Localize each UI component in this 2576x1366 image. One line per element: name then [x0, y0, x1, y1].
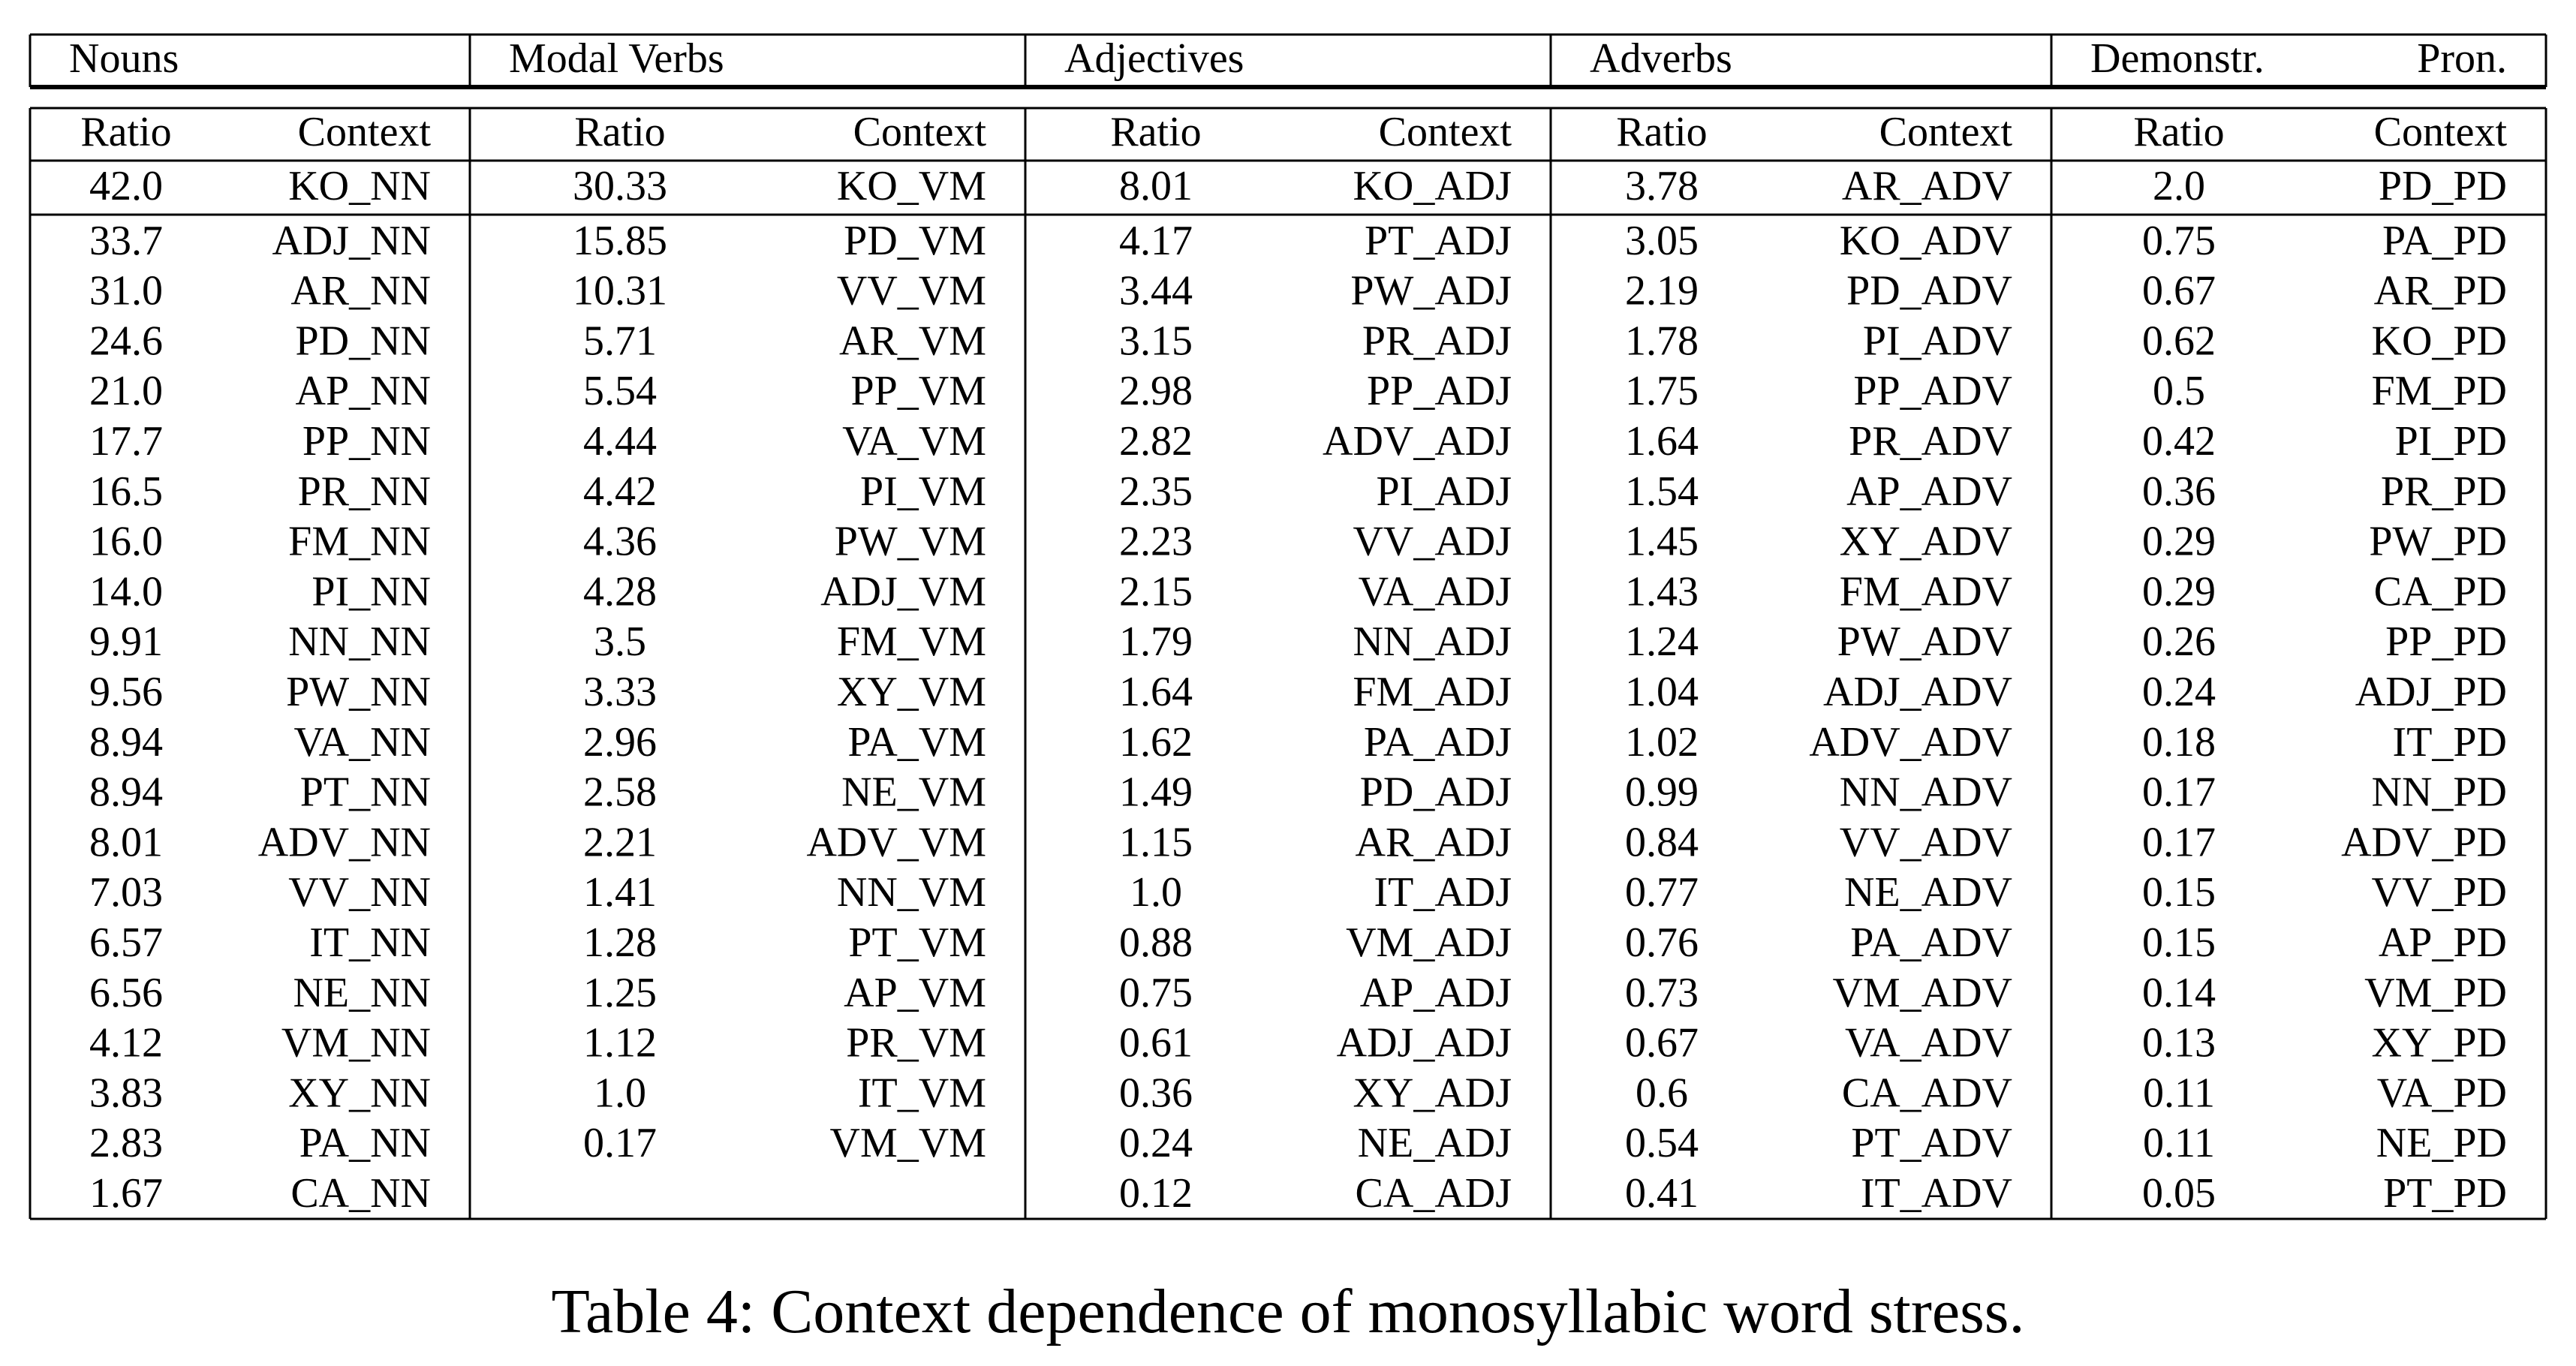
- ratio-cell: 0.84: [1625, 819, 1699, 866]
- context-cell: VV_NN: [288, 869, 431, 916]
- ratio-cell: 1.12: [583, 1019, 657, 1067]
- ratio-cell: 1.64: [1119, 669, 1193, 715]
- context-cell: NN_PD: [2371, 769, 2507, 816]
- ratio-cell: 4.28: [583, 568, 657, 615]
- context-cell: PT_PD: [2383, 1170, 2507, 1217]
- context-cell: CA_NN: [290, 1170, 431, 1217]
- ratio-cell: 1.04: [1625, 669, 1699, 715]
- context-cell: IT_ADJ: [1374, 869, 1512, 916]
- context-cell: NE_ADV: [1844, 869, 2012, 916]
- ratio-cell: 3.83: [89, 1070, 163, 1117]
- ratio-cell: 0.17: [2142, 769, 2216, 816]
- ratio-cell: 10.31: [573, 267, 667, 314]
- ratio-cell: 33.7: [89, 217, 163, 264]
- group-name: Modal Verbs: [509, 35, 724, 82]
- ratio-cell: 1.64: [1625, 418, 1699, 465]
- context-cell: XY_ADJ: [1353, 1070, 1512, 1117]
- context-cell: ADJ_PD: [2355, 669, 2507, 715]
- ratio-cell: 42.0: [89, 163, 163, 209]
- ratio-cell: 1.75: [1625, 368, 1699, 415]
- ratio-cell: 0.73: [1625, 969, 1699, 1016]
- ratio-cell: 8.94: [89, 718, 163, 766]
- ratio-cell: 0.05: [2142, 1170, 2216, 1217]
- context-cell: XY_VM: [836, 669, 986, 715]
- context-cell: FM_VM: [836, 618, 986, 666]
- ratio-cell: 0.24: [1119, 1120, 1193, 1167]
- context-cell: PA_ADV: [1850, 919, 2012, 966]
- ratio-cell: 1.45: [1625, 518, 1699, 565]
- context-cell: NN_ADJ: [1353, 618, 1512, 666]
- context-cell: PI_NN: [311, 568, 431, 615]
- ratio-cell: 0.5: [2153, 368, 2205, 415]
- context-cell: PW_ADV: [1837, 618, 2012, 666]
- ratio-cell: 0.11: [2143, 1120, 2215, 1167]
- ratio-cell: 8.01: [89, 819, 163, 866]
- context-cell: AP_VM: [844, 969, 986, 1016]
- context-cell: PP_PD: [2385, 618, 2507, 666]
- ratio-cell: 3.5: [594, 618, 646, 666]
- ratio-cell: 16.5: [89, 468, 163, 515]
- group-name: Nouns: [69, 35, 179, 82]
- context-cell: PP_ADJ: [1367, 368, 1512, 415]
- context-cell: ADJ_VM: [820, 568, 986, 615]
- context-cell: VA_ADV: [1845, 1019, 2012, 1067]
- context-cell: AP_ADV: [1846, 468, 2012, 515]
- context-cell: VA_ADJ: [1358, 568, 1512, 615]
- ratio-cell: 0.67: [1625, 1019, 1699, 1067]
- context-cell: ADV_NN: [257, 819, 431, 866]
- context-cell: PD_NN: [295, 317, 431, 365]
- ratio-cell: 2.15: [1119, 568, 1193, 615]
- ratio-cell: 0.54: [1625, 1120, 1699, 1167]
- context-cell: XY_NN: [288, 1070, 431, 1117]
- table-drawing: [30, 30, 2546, 1222]
- ratio-cell: 1.62: [1119, 718, 1193, 766]
- context-cell: IT_ADV: [1860, 1170, 2012, 1217]
- ratio-cell: 0.26: [2142, 618, 2216, 666]
- ratio-cell: 3.15: [1119, 317, 1193, 365]
- ratio-cell: 16.0: [89, 518, 163, 565]
- ratio-cell: 0.11: [2143, 1070, 2215, 1117]
- context-cell: VV_ADJ: [1353, 518, 1512, 565]
- context-cell: AR_ADJ: [1355, 819, 1512, 866]
- context-cell: PR_PD: [2380, 468, 2507, 515]
- ratio-column-header: Ratio: [80, 109, 172, 155]
- ratio-cell: 1.15: [1119, 819, 1193, 866]
- ratio-cell: 3.44: [1119, 267, 1193, 314]
- ratio-cell: 4.44: [583, 418, 657, 465]
- ratio-cell: 0.17: [2142, 819, 2216, 866]
- context-cell: VA_PD: [2376, 1070, 2507, 1117]
- context-cell: PD_PD: [2378, 163, 2507, 209]
- context-cell: AR_VM: [838, 317, 986, 365]
- ratio-cell: 0.75: [1119, 969, 1193, 1016]
- ratio-cell: 2.0: [2153, 163, 2205, 209]
- ratio-cell: 3.78: [1625, 163, 1699, 209]
- ratio-cell: 0.36: [1119, 1070, 1193, 1117]
- context-cell: AR_ADV: [1841, 163, 2012, 209]
- table-caption: Table 4: Context dependence of monosyllabic word stress.: [551, 1277, 2025, 1346]
- context-cell: ADV_ADJ: [1323, 418, 1512, 465]
- context-cell: NE_VM: [841, 769, 986, 816]
- context-cell: VV_PD: [2371, 869, 2507, 916]
- context-cell: ADJ_ADJ: [1336, 1019, 1512, 1067]
- context-cell: NN_ADV: [1839, 769, 2012, 816]
- context-cell: PA_PD: [2382, 217, 2507, 264]
- group-name: Demonstr.: [2090, 35, 2265, 82]
- context-cell: PP_NN: [302, 418, 431, 465]
- ratio-cell: 0.18: [2142, 718, 2216, 766]
- context-cell: KO_NN: [288, 163, 431, 209]
- context-cell: AR_PD: [2373, 267, 2507, 314]
- ratio-cell: 4.36: [583, 518, 657, 565]
- ratio-cell: 1.41: [583, 869, 657, 916]
- ratio-cell: 4.42: [583, 468, 657, 515]
- context-cell: VA_VM: [842, 418, 986, 465]
- ratio-cell: 1.67: [89, 1170, 163, 1217]
- group-name-suffix: Pron.: [2417, 35, 2507, 82]
- context-column-header: Context: [853, 109, 986, 155]
- context-cell: ADV_PD: [2341, 819, 2507, 866]
- ratio-cell: 1.02: [1625, 718, 1699, 766]
- ratio-column-header: Ratio: [2133, 109, 2225, 155]
- context-cell: FM_ADV: [1839, 568, 2012, 615]
- context-cell: ADV_ADV: [1809, 718, 2012, 766]
- context-cell: PD_ADJ: [1359, 769, 1512, 816]
- ratio-cell: 2.83: [89, 1120, 163, 1167]
- context-cell: AP_NN: [295, 368, 431, 415]
- context-cell: AP_ADJ: [1359, 969, 1512, 1016]
- context-cell: VM_PD: [2364, 969, 2507, 1016]
- ratio-cell: 14.0: [89, 568, 163, 615]
- ratio-cell: 1.54: [1625, 468, 1699, 515]
- ratio-cell: 0.12: [1119, 1170, 1193, 1217]
- context-cell: XY_ADV: [1839, 518, 2012, 565]
- context-cell: PR_ADJ: [1362, 317, 1512, 365]
- ratio-cell: 6.57: [89, 919, 163, 966]
- context-cell: AP_PD: [2378, 919, 2507, 966]
- ratio-cell: 0.67: [2142, 267, 2216, 314]
- context-cell: XY_PD: [2371, 1019, 2507, 1067]
- context-cell: NE_ADJ: [1357, 1120, 1512, 1167]
- stress-context-table: [30, 30, 2546, 1222]
- ratio-cell: 15.85: [573, 217, 667, 264]
- context-cell: PA_VM: [847, 718, 986, 766]
- context-cell: NE_PD: [2376, 1120, 2507, 1167]
- context-cell: IT_PD: [2392, 718, 2507, 766]
- ratio-cell: 17.7: [89, 418, 163, 465]
- ratio-cell: 0.77: [1625, 869, 1699, 916]
- ratio-cell: 1.28: [583, 919, 657, 966]
- ratio-cell: 3.33: [583, 669, 657, 715]
- ratio-cell: 2.19: [1625, 267, 1699, 314]
- context-cell: ADJ_ADV: [1823, 669, 2012, 715]
- context-cell: VM_ADJ: [1346, 919, 1512, 966]
- context-cell: PW_PD: [2369, 518, 2507, 565]
- ratio-cell: 8.94: [89, 769, 163, 816]
- context-cell: KO_ADV: [1839, 217, 2012, 264]
- context-cell: PT_ADV: [1851, 1120, 2012, 1167]
- context-cell: NE_NN: [293, 969, 431, 1016]
- ratio-cell: 0.42: [2142, 418, 2216, 465]
- ratio-cell: 30.33: [573, 163, 667, 209]
- context-column-header: Context: [1378, 109, 1512, 155]
- context-cell: VM_VM: [829, 1120, 986, 1167]
- context-cell: KO_ADJ: [1353, 163, 1512, 209]
- ratio-cell: 21.0: [89, 368, 163, 415]
- context-cell: CA_ADV: [1841, 1070, 2012, 1117]
- ratio-cell: 0.76: [1625, 919, 1699, 966]
- ratio-cell: 2.23: [1119, 518, 1193, 565]
- context-cell: VA_NN: [293, 718, 431, 766]
- ratio-cell: 2.96: [583, 718, 657, 766]
- context-cell: AR_NN: [290, 267, 431, 314]
- context-cell: NN_VM: [836, 869, 986, 916]
- ratio-cell: 2.82: [1119, 418, 1193, 465]
- ratio-cell: 1.25: [583, 969, 657, 1016]
- context-cell: IT_NN: [309, 919, 431, 966]
- context-cell: FM_NN: [288, 518, 431, 565]
- context-cell: CA_PD: [2373, 568, 2507, 615]
- group-name: Adjectives: [1064, 35, 1244, 82]
- context-cell: NN_NN: [288, 618, 431, 666]
- context-cell: PW_VM: [834, 518, 986, 565]
- context-cell: PT_ADJ: [1364, 217, 1512, 264]
- ratio-cell: 2.21: [583, 819, 657, 866]
- context-cell: PR_VM: [846, 1019, 986, 1067]
- context-cell: PD_VM: [844, 217, 986, 264]
- context-cell: PP_VM: [850, 368, 986, 415]
- context-cell: PD_ADV: [1846, 267, 2012, 314]
- context-cell: PA_NN: [299, 1120, 431, 1167]
- context-cell: VV_VM: [836, 267, 986, 314]
- context-cell: PI_VM: [859, 468, 986, 515]
- context-cell: PW_ADJ: [1350, 267, 1512, 314]
- context-cell: PR_NN: [297, 468, 431, 515]
- ratio-cell: 5.71: [583, 317, 657, 365]
- ratio-cell: 4.12: [89, 1019, 163, 1067]
- ratio-cell: 1.79: [1119, 618, 1193, 666]
- ratio-cell: 6.56: [89, 969, 163, 1016]
- ratio-column-header: Ratio: [1616, 109, 1708, 155]
- context-cell: IT_VM: [857, 1070, 986, 1117]
- context-cell: VM_ADV: [1832, 969, 2012, 1016]
- ratio-cell: 7.03: [89, 869, 163, 916]
- ratio-cell: 31.0: [89, 267, 163, 314]
- ratio-cell: 2.58: [583, 769, 657, 816]
- ratio-cell: 9.91: [89, 618, 163, 666]
- ratio-cell: 0.15: [2142, 919, 2216, 966]
- ratio-cell: 0.88: [1119, 919, 1193, 966]
- group-name: Adverbs: [1590, 35, 1732, 82]
- ratio-cell: 1.24: [1625, 618, 1699, 666]
- context-cell: PR_ADV: [1849, 418, 2012, 465]
- ratio-cell: 9.56: [89, 669, 163, 715]
- ratio-cell: 24.6: [89, 317, 163, 365]
- context-cell: VM_NN: [281, 1019, 431, 1067]
- context-cell: KO_PD: [2371, 317, 2507, 365]
- ratio-cell: 1.78: [1625, 317, 1699, 365]
- context-cell: PA_ADJ: [1363, 718, 1512, 766]
- ratio-cell: 8.01: [1119, 163, 1193, 209]
- ratio-cell: 2.35: [1119, 468, 1193, 515]
- context-cell: ADV_VM: [806, 819, 986, 866]
- context-cell: CA_ADJ: [1355, 1170, 1512, 1217]
- ratio-cell: 0.61: [1119, 1019, 1193, 1067]
- ratio-cell: 1.49: [1119, 769, 1193, 816]
- ratio-cell: 2.98: [1119, 368, 1193, 415]
- ratio-cell: 0.62: [2142, 317, 2216, 365]
- ratio-cell: 3.05: [1625, 217, 1699, 264]
- context-column-header: Context: [1879, 109, 2012, 155]
- ratio-column-header: Ratio: [1110, 109, 1202, 155]
- context-cell: PI_PD: [2394, 418, 2507, 465]
- ratio-cell: 0.29: [2142, 568, 2216, 615]
- ratio-cell: 0.15: [2142, 869, 2216, 916]
- context-cell: FM_PD: [2371, 368, 2507, 415]
- ratio-cell: 0.99: [1625, 769, 1699, 816]
- context-cell: PT_VM: [848, 919, 986, 966]
- context-cell: PW_NN: [286, 669, 431, 715]
- context-column-header: Context: [297, 109, 431, 155]
- ratio-cell: 1.0: [594, 1070, 646, 1117]
- ratio-cell: 4.17: [1119, 217, 1193, 264]
- ratio-cell: 0.13: [2142, 1019, 2216, 1067]
- context-cell: ADJ_NN: [272, 217, 431, 264]
- ratio-cell: 0.41: [1625, 1170, 1699, 1217]
- context-cell: VV_ADV: [1839, 819, 2012, 866]
- ratio-cell: 0.36: [2142, 468, 2216, 515]
- context-cell: PI_ADJ: [1376, 468, 1512, 515]
- ratio-cell: 0.14: [2142, 969, 2216, 1016]
- context-column-header: Context: [2373, 109, 2507, 155]
- ratio-cell: 0.6: [1636, 1070, 1688, 1117]
- context-cell: PT_NN: [299, 769, 431, 816]
- context-cell: FM_ADJ: [1353, 669, 1512, 715]
- context-cell: PP_ADV: [1853, 368, 2012, 415]
- ratio-cell: 0.17: [583, 1120, 657, 1167]
- ratio-cell: 0.75: [2142, 217, 2216, 264]
- ratio-cell: 0.29: [2142, 518, 2216, 565]
- ratio-cell: 5.54: [583, 368, 657, 415]
- context-cell: KO_VM: [836, 163, 986, 209]
- ratio-column-header: Ratio: [574, 109, 666, 155]
- ratio-cell: 1.0: [1130, 869, 1182, 916]
- ratio-cell: 1.43: [1625, 568, 1699, 615]
- context-cell: PI_ADV: [1862, 317, 2012, 365]
- ratio-cell: 0.24: [2142, 669, 2216, 715]
